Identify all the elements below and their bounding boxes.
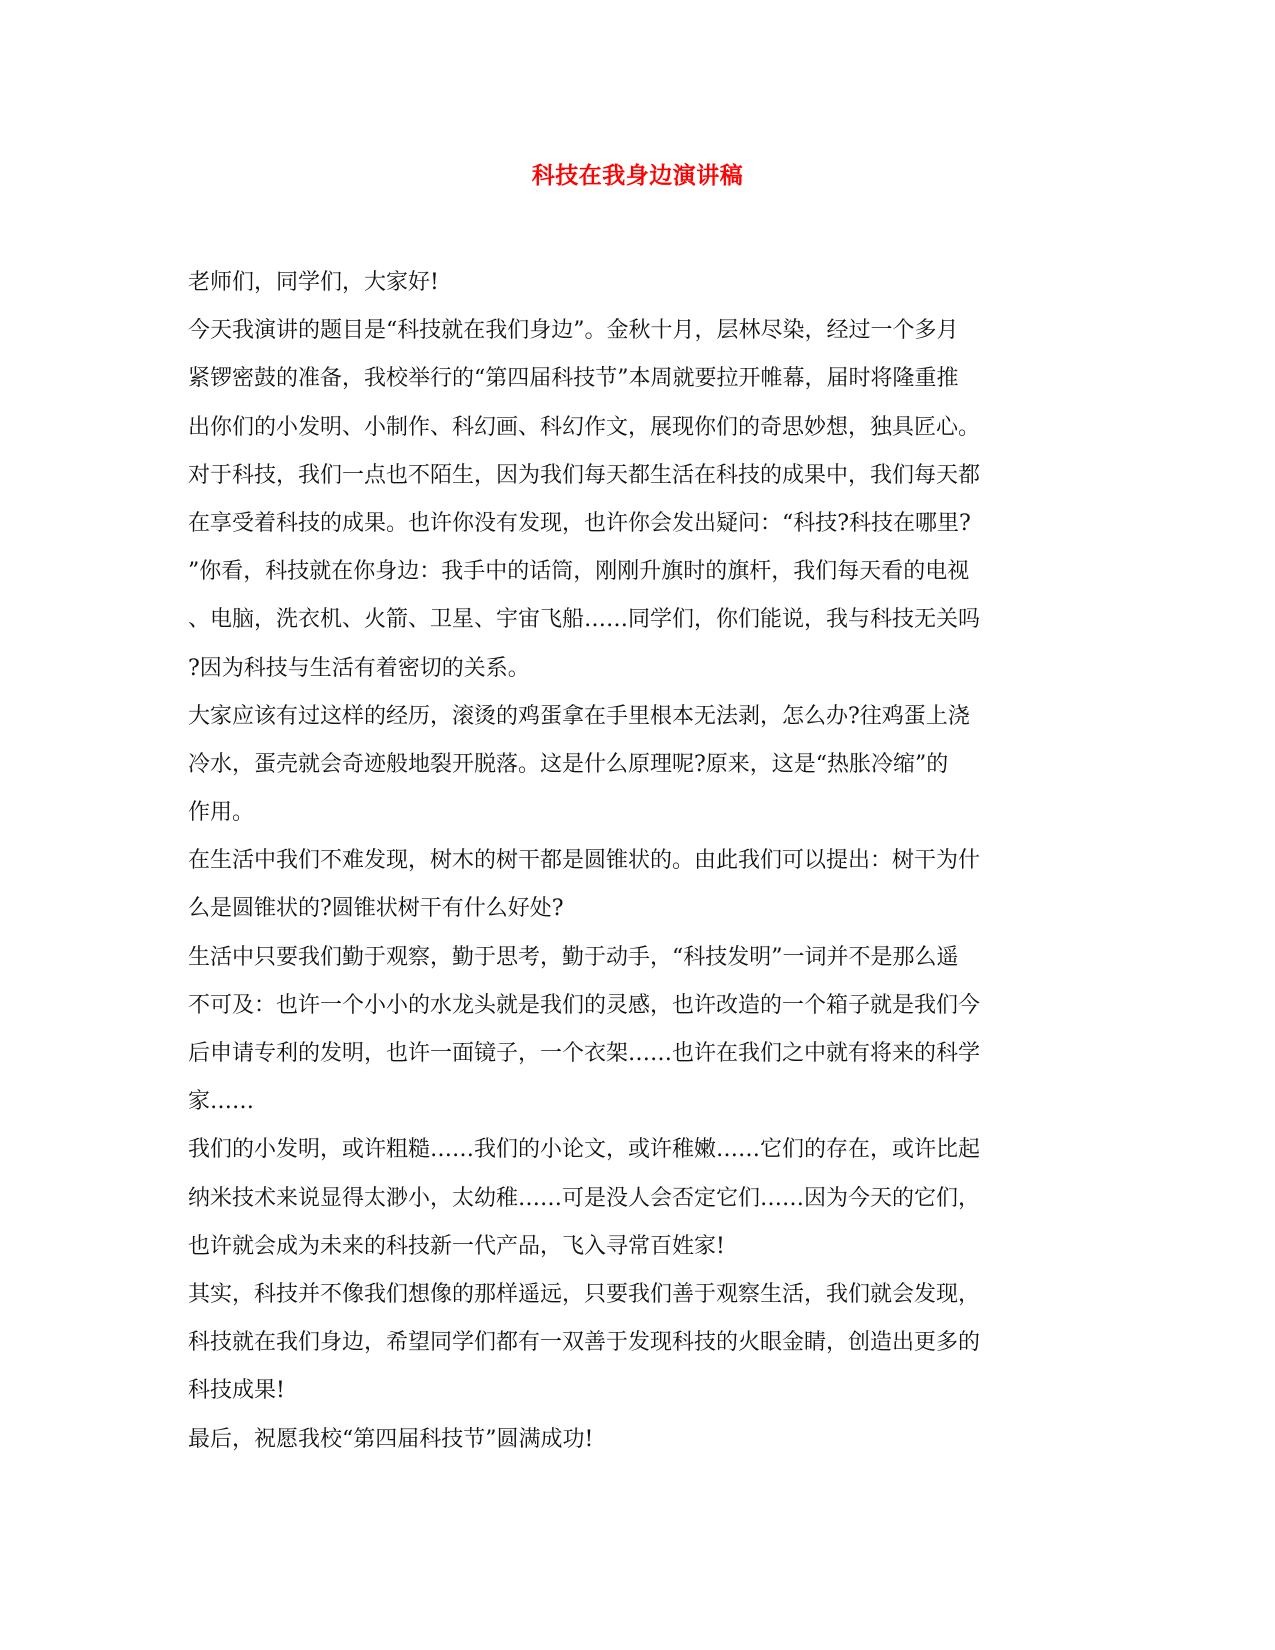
body-line: 么是圆锥状的?圆锥状树干有什么好处?	[188, 896, 564, 922]
document-title: 科技在我身边演讲稿	[531, 162, 744, 189]
body-line: 科技就在我们身边，希望同学们都有一双善于发现科技的火眼金睛，创造出更多的	[188, 1330, 981, 1356]
body-line: ?因为科技与生活有着密切的关系。	[188, 655, 530, 681]
body-line: 家……	[188, 1089, 255, 1115]
body-line: 后申请专利的发明，也许一面镜子，一个衣架……也许在我们之中就有将来的科学	[188, 1041, 981, 1066]
body-line: 紧锣密鼓的准备，我校举行的“第四届科技节”本周就要拉开帷幕，届时将隆重推	[188, 366, 959, 392]
body-line: 冷水，蛋壳就会奇迹般地裂开脱落。这是什么原理呢?原来，这是“热胀冷缩”的	[188, 751, 949, 777]
body-line: 最后，祝愿我校“第四届科技节”圆满成功!	[188, 1426, 594, 1452]
body-line: 作用。	[188, 800, 255, 826]
speech-body	[188, 259, 1088, 1464]
body-line: 出你们的小发明、小制作、科幻画、科幻作文，展现你们的奇思妙想，独具匠心。	[188, 414, 981, 440]
body-line: 对于科技，我们一点也不陌生，因为我们每天都生活在科技的成果中，我们每天都	[188, 462, 981, 488]
body-line: 纳米技术来说显得太渺小，太幼稚……可是没人会否定它们……因为今天的它们，	[188, 1185, 981, 1211]
body-line: 大家应该有过这样的经历，滚烫的鸡蛋拿在手里根本无法剥，怎么办?往鸡蛋上浇	[188, 703, 970, 729]
body-line: 老师们，同学们，大家好!	[188, 270, 439, 295]
body-line: 生活中只要我们勤于观察，勤于思考，勤于动手，“科技发明”一词并不是那么遥	[188, 944, 959, 970]
body-line: 今天我演讲的题目是“科技就在我们身边”。金秋十月，层林尽染，经过一个多月	[188, 318, 959, 344]
body-line: 、电脑，洗衣机、火箭、卫星、宇宙飞船……同学们，你们能说，我与科技无关吗	[188, 607, 981, 633]
body-line: 在享受着科技的成果。也许你没有发现，也许你会发出疑问：“科技?科技在哪里?	[188, 510, 971, 536]
body-line: 科技成果!	[188, 1378, 285, 1404]
body-line: 其实，科技并不像我们想像的那样遥远，只要我们善于观察生活，我们就会发现，	[188, 1281, 981, 1307]
body-line: 我们的小发明，或许粗糙……我们的小论文，或许稚嫩……它们的存在，或许比起	[188, 1137, 981, 1163]
body-line: ”你看，科技就在你身边：我手中的话筒，刚刚升旗时的旗杆，我们每天看的电视	[188, 559, 970, 585]
body-line: 不可及：也许一个小小的水龙头就是我们的灵感，也许改造的一个箱子就是我们今	[188, 992, 981, 1018]
body-line: 在生活中我们不难发现，树木的树干都是圆锥状的。由此我们可以提出：树干为什	[188, 848, 981, 874]
body-line: 也许就会成为未来的科技新一代产品，飞入寻常百姓家!	[188, 1233, 725, 1259]
